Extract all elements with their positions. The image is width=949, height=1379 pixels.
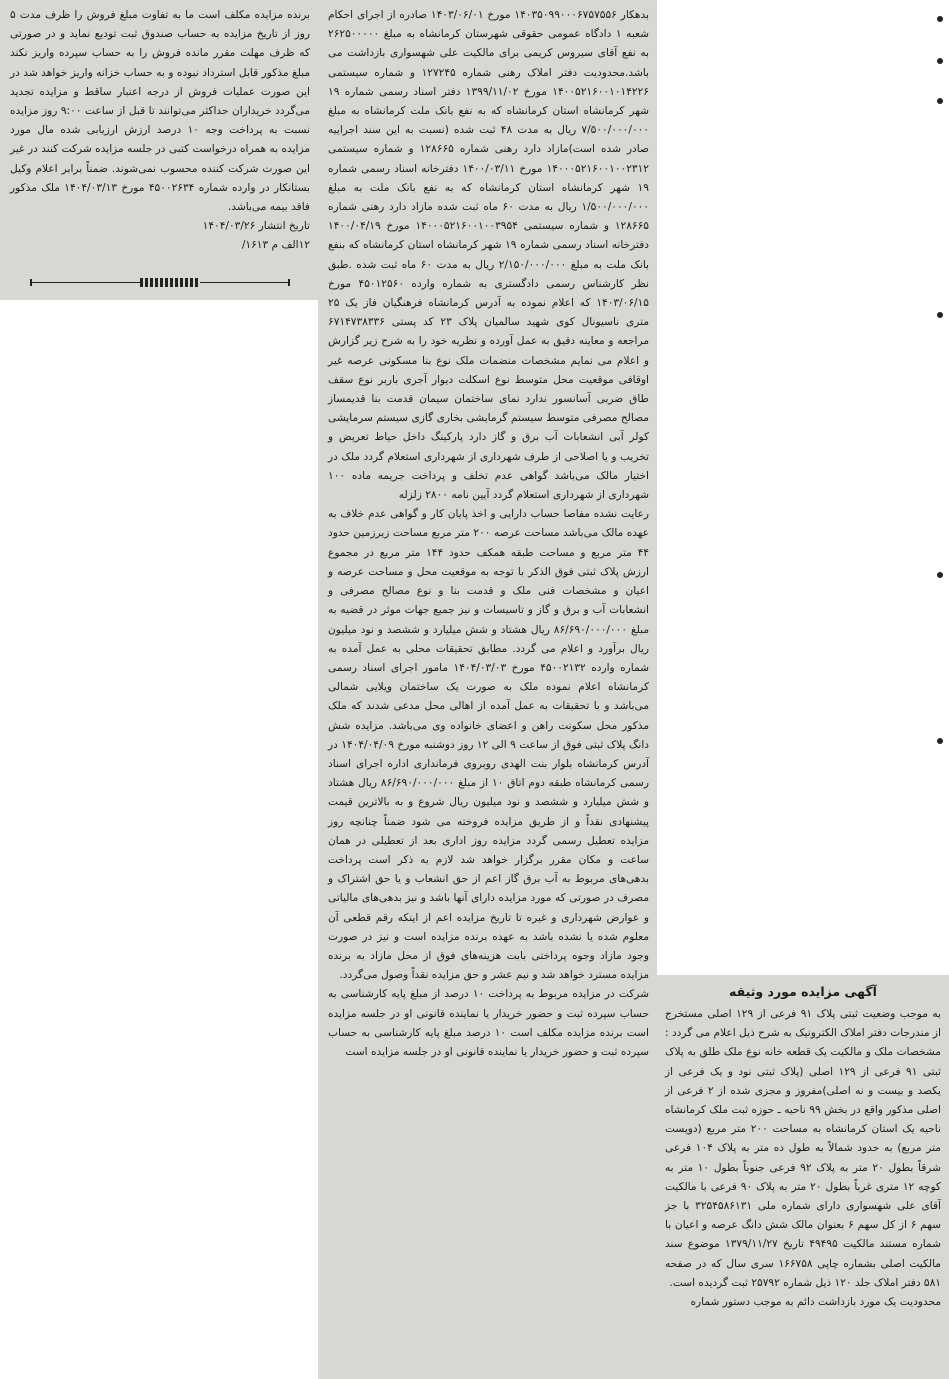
middle-paragraph-1: بدهکار ۱۴۰۳۵۰۹۹۰۰۰۶۷۵۷۵۵۶ مورخ ۱۴۰۳/۰۶/۰۱ صادره از اجرای احکام شعبه ۱ دادگاه عمومی حقوقی شهرستان کرمانشاه به مبلغ ۲۶۲۵۰۰۰۰۰ به نفع آقای سیروس کریمی برای مالکیت علی شهسواری بازداشت می باشد.محدودیت دفتر املاک رهنی شماره ۱۲۷۲۴۵ و شماره سیستمی ۱۴۰۰۵۲۱۶۰۰۱۰۱۴۲۲۶ مورخ ۱۳۹۹/۱۱/۰۲ دفتر اسناد رسمی شماره ۱۹ شهر کرمانشاه استان کرمانشاه که به نفع بانک ملت کرمانشاه به مبلغ ۷/۵۰۰/۰۰۰/۰۰۰ ریال به مدت ۴۸ ثبت شده (نسبت به این سند اجراییه صادر شده است)مازاد دارد رهنی شماره ۱۲۸۶۶۵ و شماره سیستمی ۱۴۰۰۰۵۲۱۶۰۰۱۰۰۲۳۱۲ مورخ ۱۴۰۰/۰۳/۱۱ دفترخانه اسناد رسمی شماره ۱۹ شهر کرمانشاه استان کرمانشاه که به نفع بانک ملت به مبلغ ۱/۵۰۰/۰۰۰/۰۰۰ ریال به مدت ۶۰ ماه ثبت شده مازاد دارد رهنی شماره ۱۲۸۶۶۵ و شماره سیستمی ۱۴۰۰۰۵۲۱۶۰۰۱۰۰۳۹۵۴ مورخ ۱۴۰۰/۰۴/۱۹ دفترخانه اسناد رسمی شماره ۱۹ شهر کرمانشاه استان کرمانشاه که بنفع بانک ملت به مبلغ ۲/۱۵۰/۰۰۰/۰۰۰ ریال به مدت ۶۰ ماه ثبت شده .طبق نظر کارشناس رسمی دادگستری به شماره وارده ۴۵۰۱۲۵۶۰ مورخ ۱۴۰۳/۰۶/۱۵ که اعلام نموده به آدرس کرمانشاه فرهنگیان فاز یک ۲۵ متری ناسیونال کوی شهید سالمیان پلاک ۲۳ کد پستی ۶۷۱۴۷۳۸۳۳۶ مراجعه و معاینه دقیق به عمل آورده و نظریه خود را به شرح زیر گزارش و اعلام می نمایم مشخصات منضمات ملک نوع بنا مسکونی عرصه غیر اوقافی موقعیت محل متوسط نوع اسکلت دیوار آجری باربر نوع سقف طاق ضربی آسانسور ندارد نمای ساختمان سیمان قدمت بنا قدیمساز مصالح مصرفی متوسط سیستم گرمایشی بخاری گازی سیستم سرمایشی کولر آبی انشعابات آب برق و گاز دارد پارکینگ داخل حیاط تعریض و تخریب و یا اصلاحی از طرف شهرداری از شهرداری استعلام گردد ملک در اختیار مالک می‌باشد گواهی عدم تخلف و پرداخت جریمه ماده ۱۰۰ شهرداری از شهرداری استعلام گردد آیین نامه ۲۸۰۰ زلزله [328,9,650,502]
bullet-dot [937,312,943,318]
middle-paragraph-2: رعایت نشده مفاصا حساب دارایی و اخذ پایان کار و گواهی عدم خلاف به عهده مالک می‌باشد مساحت عرصه ۲۰۰ متر مربع مساحت زیرزمین حدود ۴۴ متر مربع و مساحت طبقه همکف حدود ۱۴۴ متر مربع در مجموع ارزش پلاک ثبتی فوق الذکر با توجه به موقعیت محل و مساحت عرصه و اعیان و مشخصات فنی ملک و قدمت بنا و نوع مصالح مصرفی و انشعابات آب و برق و گاز و تاسیسات و نیز جمیع جهات موثر در قضیه به مبلغ ۸۶/۶۹۰/۰۰۰/۰۰۰ ریال هشتاد و شش میلیارد و ششصد و نود میلیون ریال برآورد و اعلام می گردد. مطابق تحقیقات محلی به عمل آمده به شماره وارده ۴۵۰۰۲۱۳۲ مورخ ۱۴۰۴/۰۳/۰۳ مامور اجرای اسناد رسمی کرمانشاه اعلام نموده ملک به صورت یک ساختمان ویلایی شمالی می‌باشد و با تحقیقات به عمل آمده از اهالی محل مدعی شدند که ملک مذکور محل سکونت راهن و اعضای خانواده وی می‌باشد. مزایده شش دانگ پلاک ثبتی فوق از ساعت ۹ الی ۱۲ روز دوشنبه مورخ ۱۴۰۴/۰۴/۰۹ در آدرس کرمانشاه بلوار بنت الهدی روبروی فرمانداری اداره اجرای اسناد رسمی کرمانشاه طبقه دوم اتاق ۱۰ از مبلغ ۸۶/۶۹۰/۰۰۰/۰۰۰ ریال هشتاد و شش میلیارد و ششصد و نود میلیون ریال شروع و به بالاترین قیمت پیشنهادی نقداً و از طریق مزایده فروخته می شود ضمناً چنانچه روز مزایده تعطیل رسمی گردد مزایده روز اداری بعد از تعطیلی در همان ساعت و مکان مقرر برگزار خواهد شد لازم به ذکر است پرداخت بدهی‌های مربوط به آب برق گاز اعم از حق انشعاب و یا حق اشتراک و مصرف در صورتی که مورد مزایده دارای آنها باشد و نیز بدهی‌های مالیاتی و عوارض شهرداری و غیره تا تاریخ مزایده اعم از اینکه رقم قطعی آن معلوم شده یا نشده باشد به عهده برنده مزایده است و نیز در صورت وجود مازاد وجوه پرداختی بابت هزینه‌های فوق از محل مازاد به برنده مزایده مسترد خواهد شد و نیم عشر و حق مزایده نقداً وصول می‌گردد. [328,508,650,982]
auction-ad-column [657,975,949,1379]
ad-code: ۱۲الف م ۱۶۱۳/ [241,239,310,252]
middle-paragraph-3: شرکت در مزایده مربوط به پرداخت ۱۰ درصد از مبلغ پایه کارشناسی به حساب سپرده ثبت و حضور خریدار یا نماینده قانونی او در جلسه مزایده است برنده مزایده مکلف است ۱۰ درصد مبلغ پایه کارشناسی به حساب سپرده ثبت و حضور خریدار یا نماینده قانونی او در جلسه مزایده است [328,988,650,1058]
ad-body-text: به موجب وضعیت ثبتی پلاک ۹۱ فرعی از ۱۲۹ اصلی مستخرج از مندرجات دفتر املاک الکترونیک به شرح ذیل اعلام می گردد : مشخصات ملک و مالکیت یک قطعه خانه نوع ملک طلق به پلاک ثبتی ۹۱ فرعی از ۱۲۹ اصلی (پلاک ثبتی نود و یک فرعی از یکصد و بیست و نه اصلی)مفروز و مجزی شده از ۲ فرعی از اصلی مذکور واقع در بخش ۹۹ ناحیه ـ حوزه ثبت ملک کرمانشاه ناحیه یک استان کرمانشاه به مساحت ۲۰۰ متر مربع (دویست متر مربع) به حدود شمالاً به طول ده متر به پلاک ۱۰۴ فرعی شرقاً بطول ۲۰ متر به پلاک ۹۲ فرعی جنوباً بطول ۱۰ متر به کوچه ۱۲ متری غرباً بطول ۲۰ متر به پلاک ۹۰ فرعی با مالکیت آقای علی شهسواری دارای شماره ملی ۳۲۵۴۵۸۶۱۳۱ با جز سهم ۶ از کل سهم ۶ بعنوان مالک شش دانگ عرصه و اعیان با شماره مستند مالکیت ۴۹۴۹۵ تاریخ ۱۳۷۹/۱۱/۲۷ موضوع سند مالکیت اصلی بشماره چاپی ۱۶۶۷۵۸ سری سال که در صفحه ۵۸۱ دفتر املاک جلد ۱۲۰ ذیل شماره ۲۵۷۹۲ ثبت گردیده است. [665,1008,941,1289]
bullet-dot [937,58,943,64]
end-separator-rule [30,278,290,286]
middle-text-column [318,0,657,1379]
bullet-dot [937,738,943,744]
bullet-dot [937,16,943,22]
publish-date: تاریخ انتشار ۱۴۰۴/۰۳/۲۶ [202,220,310,233]
ad-closing-text: محدودیت یک مورد بازداشت دائم به موجب دستور شماره [690,1296,941,1309]
left-text-column [0,0,318,300]
ad-title: آگهی مزایده مورد وثیقه [729,984,877,999]
left-body-text: برنده مزایده مکلف است ما به تفاوت مبلغ فروش را ظرف مدت ۵ روز از تاریخ مزایده به حساب صندوق ثبت تودیع نماید و در صورتی که ظرف مهلت مقرر مانده فروش را به حساب سپرده واریز نکند مبلغ مذکور قابل استرداد نبوده و به حساب خزانه واریز خواهد شد در این صورت عملیات فروش از درجه اعتبار ساقط و مزایده تجدید می‌گردد خریداران حداکثر می‌توانند تا قبل از ساعت ۹:۰۰ روز مزایده نسبت به پرداخت وجه ۱۰ درصد ارزش ارزیابی شده مال مورد مزایده به همراه درخواست کتبی در جلسه مزایده شرکت کنند در غیر این صورت شرکت کننده محسوب نمی‌شوند. ضمناً برابر اعلام وکیل بستانکار در وارده شماره ۴۵۰۰۲۶۳۴ مورخ ۱۴۰۴/۰۳/۱۳ ملک مذکور فاقد بیمه می‌باشد. [10,9,311,214]
bullet-dot [937,98,943,104]
right-column-top-margin [657,0,949,975]
bullet-dot [937,572,943,578]
